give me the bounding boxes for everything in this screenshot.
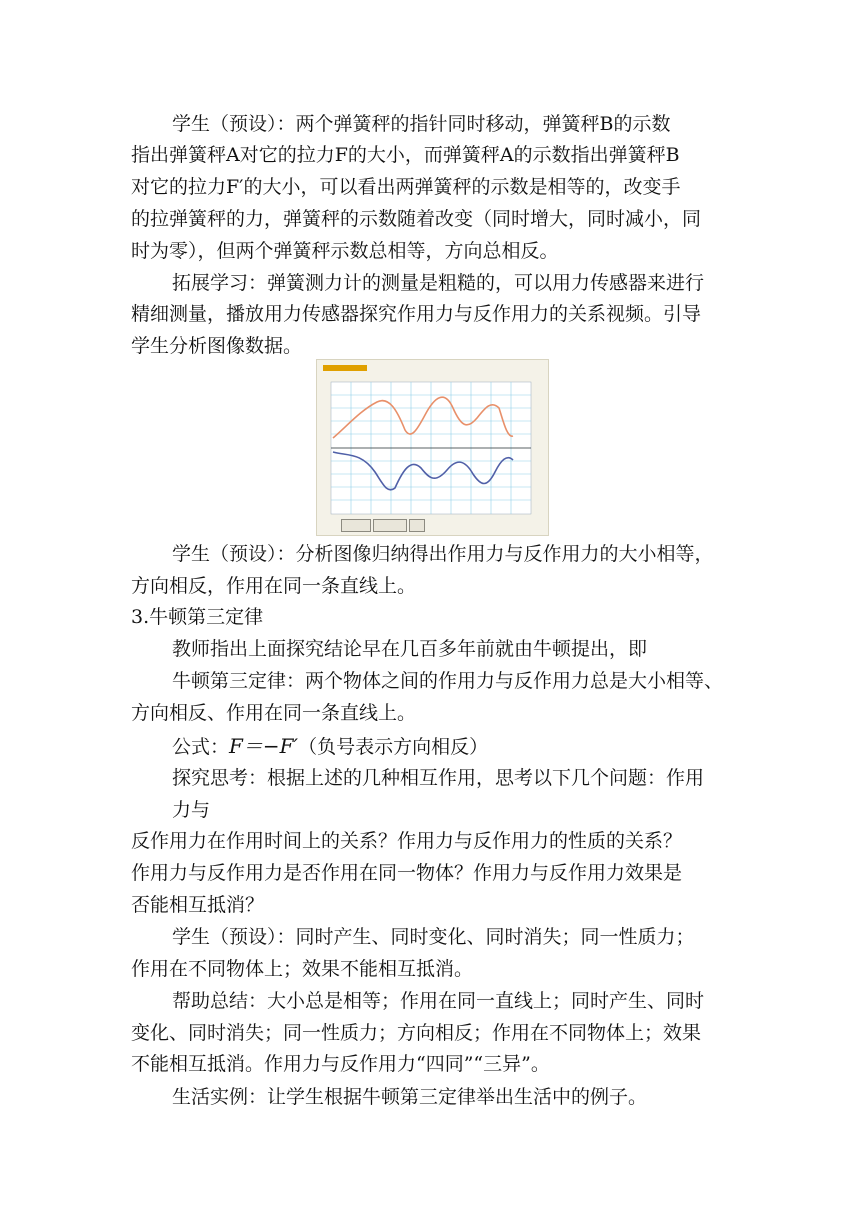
text-line: 精细测量，播放用力传感器探究作用力与反作用力的关系视频。引导 — [131, 303, 702, 325]
text-line: 方向相反、作用在同一条直线上。 — [131, 702, 417, 724]
text-line: 作用在不同物体上；效果不能相互抵消。 — [131, 958, 474, 980]
text-line: 不能相互抵消。作用力与反作用力“四同”“三异”。 — [131, 1053, 550, 1075]
text-line: 否能相互抵消？ — [131, 894, 265, 916]
force-sensor-chart — [317, 360, 548, 535]
text-line: 教师指出上面探究结论早在几百多年前就由牛顿提出，即 — [172, 638, 648, 660]
text-line: 拓展学习：弹簧测力计的测量是粗糙的，可以用力传感器来进行 — [172, 272, 705, 294]
graph-button-2[interactable] — [373, 519, 407, 532]
text-line: 学生（预设）：分析图像归纳得出作用力与反作用力的大小相等， — [172, 543, 714, 565]
text-line: 学生分析图像数据。 — [131, 335, 303, 357]
text-line: 探究思考：根据上述的几种相互作用，思考以下几个问题：作用 — [172, 767, 705, 789]
text-line: 生活实例：让学生根据牛顿第三定律举出生活中的例子。 — [172, 1086, 648, 1108]
text-line: 的拉弹簧秤的力，弹簧秤的示数随着改变（同时增大，同时减小，同 — [131, 208, 702, 230]
text-line: 反作用力在作用时间上的关系？作用力与反作用力的性质的关系？ — [131, 830, 683, 852]
formula-note: （负号表示方向相反） — [298, 736, 489, 758]
text-line: 学生（预设）：两个弹簧秤的指针同时移动，弹簧秤B的示数 — [172, 113, 671, 135]
formula-expression: F＝−F′ — [229, 734, 299, 758]
text-line: 指出弹簧秤A对它的拉力F的大小，而弹簧秤A的示数指出弹簧秤B — [131, 144, 680, 166]
text-line: 变化、同时消失；同一性质力；方向相反；作用在不同物体上；效果 — [131, 1022, 702, 1044]
text-line: 作用力与反作用力是否作用在同一物体？作用力与反作用力效果是 — [131, 862, 683, 884]
text-line: 方向相反，作用在同一条直线上。 — [131, 575, 417, 597]
text-line: 学生（预设）：同时产生、同时变化、同时消失；同一性质力； — [172, 926, 695, 948]
graph-button-3[interactable] — [409, 519, 425, 532]
graph-button-1[interactable] — [341, 519, 371, 532]
graph-title-bar — [323, 365, 367, 371]
text-line: 牛顿第三定律：两个物体之间的作用力与反作用力总是大小相等、 — [172, 670, 724, 692]
text-line: 力与 — [172, 799, 211, 821]
formula-label: 公式： — [172, 736, 230, 758]
text-line: 对它的拉力F′的大小，可以看出两弹簧秤的示数是相等的，改变手 — [131, 176, 681, 198]
text-line: 时为零），但两个弹簧秤示数总相等，方向总相反。 — [131, 240, 559, 262]
formula-line — [0, 731, 860, 762]
section-heading: 3.牛顿第三定律 — [131, 606, 264, 628]
force-sensor-graph — [316, 359, 549, 536]
text-line: 帮助总结：大小总是相等；作用在同一直线上；同时产生、同时 — [172, 990, 705, 1012]
